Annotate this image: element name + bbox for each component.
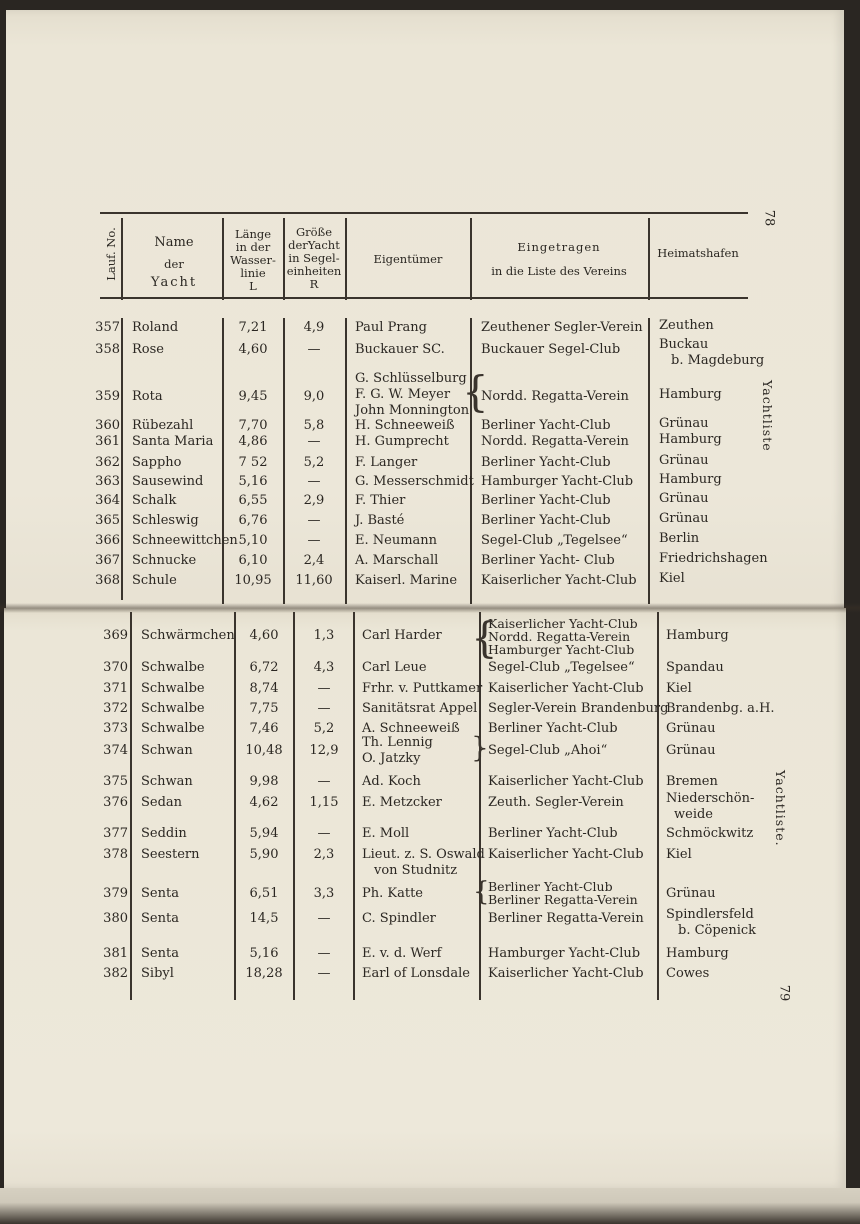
yacht-name: Rübezahl — [132, 418, 194, 433]
yacht-name: Sibyl — [141, 966, 174, 981]
header-eingetragen-sub: in die Liste des Vereins — [491, 264, 627, 278]
row-number: 365 — [95, 513, 120, 528]
waterline-length: 14,5 — [249, 911, 279, 926]
sail-units: — — [317, 911, 331, 926]
sail-units: 2,3 — [313, 847, 335, 862]
owner: Ad. Koch — [362, 774, 421, 789]
registered-club: Kaiserlicher Yacht-Club — [481, 573, 637, 588]
row-number: 359 — [95, 389, 120, 404]
registered-club: Berliner Yacht-Club — [481, 455, 611, 470]
owner-brace: } — [471, 731, 489, 764]
home-port: Zeuthen — [659, 318, 714, 333]
registered-club: Kaiserlicher Yacht-Club — [488, 847, 644, 862]
owner: H. Schneeweiß — [355, 418, 455, 433]
header-column-rule — [121, 218, 123, 300]
column-rule — [479, 612, 481, 1000]
home-port: Hamburg — [659, 387, 722, 402]
owner: E. Neumann — [355, 533, 438, 548]
sail-units: 9,0 — [303, 389, 325, 404]
owner: E. Metzcker — [362, 795, 442, 810]
home-port: Spindlersfeld — [666, 907, 754, 922]
sail-units: 1,15 — [309, 795, 339, 810]
row-number: 357 — [95, 320, 120, 335]
waterline-length: 6,72 — [249, 660, 279, 675]
column-rule — [130, 612, 132, 1000]
registered-club: Berliner Yacht-Club — [481, 493, 611, 508]
home-port: Grünau — [666, 886, 716, 901]
club-brace: { — [473, 877, 490, 907]
home-port: Spandau — [666, 660, 724, 675]
waterline-length: 7,75 — [249, 701, 279, 716]
waterline-length: 7,70 — [238, 418, 268, 433]
sail-units: — — [307, 434, 321, 449]
sail-units: — — [317, 774, 331, 789]
row-number: 369 — [103, 628, 128, 643]
sail-units: 3,3 — [313, 886, 335, 901]
owner: Lieut. z. S. Oswald — [362, 847, 485, 862]
row-number: 362 — [95, 455, 120, 470]
row-number: 361 — [95, 434, 120, 449]
yacht-name: Schwan — [141, 774, 193, 789]
sail-units: 12,9 — [309, 743, 339, 758]
column-rule — [121, 318, 123, 600]
owner: O. Jatzky — [362, 751, 421, 766]
sail-units: — — [307, 474, 321, 489]
yacht-name: Seestern — [141, 847, 200, 862]
row-number: 373 — [103, 721, 128, 736]
sail-units: — — [307, 342, 321, 357]
yacht-name: Schnucke — [132, 553, 197, 568]
sail-units: 4,3 — [313, 660, 335, 675]
row-number: 375 — [103, 774, 128, 789]
owner: John Monnington — [355, 403, 470, 418]
header-groesse: in Segel- — [288, 251, 340, 265]
waterline-length: 5,90 — [249, 847, 279, 862]
yacht-name: Sedan — [141, 795, 183, 810]
yacht-name: Santa Maria — [132, 434, 214, 449]
owner: G. Schlüsselburg — [355, 371, 467, 386]
registered-club: Nordd. Regatta-Verein — [481, 389, 629, 404]
side-label-bottom: Yachtliste. — [773, 770, 788, 847]
sail-units: 11,60 — [295, 573, 333, 588]
column-rule — [648, 318, 650, 604]
home-port: Grünau — [666, 721, 716, 736]
registered-club: Berliner Regatta-Verein — [488, 911, 644, 926]
registered-club: Segler-Verein Brandenburg — [488, 701, 669, 716]
owner: A. Marschall — [355, 553, 439, 568]
sail-units: 5,8 — [303, 418, 325, 433]
registered-club: Berliner Regatta-Verein — [488, 892, 638, 907]
owner: Kaiserl. Marine — [355, 573, 458, 588]
waterline-length: 8,74 — [249, 681, 279, 696]
yacht-name: Roland — [132, 320, 179, 335]
owner: Sanitätsrat Appel — [362, 701, 478, 716]
column-rule — [470, 318, 472, 604]
waterline-length: 6,76 — [238, 513, 268, 528]
yacht-name: Schule — [132, 573, 177, 588]
yacht-name: Schalk — [132, 493, 177, 508]
registered-club: Segel-Club „Tegelsee“ — [481, 533, 628, 548]
row-number: 368 — [95, 573, 120, 588]
registered-club: Nordd. Regatta-Verein — [481, 434, 629, 449]
row-number: 376 — [103, 795, 128, 810]
registered-club: Berliner Yacht-Club — [488, 826, 618, 841]
yacht-name: Sausewind — [132, 474, 204, 489]
row-number: 371 — [103, 681, 128, 696]
home-port: Hamburg — [659, 472, 722, 487]
owner: F. G. W. Meyer — [355, 387, 451, 402]
header-column-rule — [470, 218, 472, 300]
owner: Paul Prang — [355, 320, 427, 335]
row-number: 377 — [103, 826, 128, 841]
row-number: 370 — [103, 660, 128, 675]
home-port: Grünau — [659, 453, 709, 468]
row-number: 378 — [103, 847, 128, 862]
waterline-length: 5,16 — [238, 474, 268, 489]
header-name: Name — [154, 235, 194, 250]
row-number: 380 — [103, 911, 128, 926]
home-port: Berlin — [659, 531, 700, 546]
home-port: Cowes — [666, 966, 710, 981]
page-fold-shadow — [0, 603, 860, 613]
row-number: 363 — [95, 474, 120, 489]
owner-brace: { — [462, 367, 489, 416]
sail-units: — — [317, 701, 331, 716]
waterline-length: 4,60 — [238, 342, 268, 357]
side-label-top: Yachtliste — [760, 380, 775, 452]
row-number: 364 — [95, 493, 120, 508]
home-port: Kiel — [666, 847, 692, 862]
column-rule — [353, 612, 355, 1000]
waterline-length: 7,21 — [238, 320, 268, 335]
registered-club: Kaiserlicher Yacht-Club — [488, 681, 644, 696]
header-top-rule — [100, 212, 748, 214]
home-port: Grünau — [659, 416, 709, 431]
home-port: Grünau — [659, 511, 709, 526]
owner: E. v. d. Werf — [362, 946, 442, 961]
owner: Buckauer SC. — [355, 342, 445, 357]
club-brace: { — [471, 613, 498, 662]
header-laenge: in der — [235, 240, 271, 254]
sail-units: — — [317, 946, 331, 961]
row-number: 366 — [95, 533, 120, 548]
waterline-length: 4,86 — [238, 434, 268, 449]
registered-club: Berliner Yacht-Club — [488, 879, 613, 894]
waterline-length: 5,10 — [238, 533, 268, 548]
home-port: Bremen — [666, 774, 718, 789]
waterline-length: 4,62 — [249, 795, 279, 810]
header-heimatshafen: Heimatshafen — [657, 246, 739, 260]
sail-units: — — [317, 681, 331, 696]
waterline-length: 18,28 — [245, 966, 283, 981]
row-number: 358 — [95, 342, 120, 357]
owner: E. Moll — [362, 826, 410, 841]
registered-club: Zeuthener Segler-Verein — [481, 320, 643, 335]
yacht-name: Schwan — [141, 743, 193, 758]
waterline-length: 10,95 — [234, 573, 272, 588]
home-port: Niederschön- — [666, 791, 755, 806]
owner: H. Gumprecht — [355, 434, 449, 449]
waterline-length: 5,94 — [249, 826, 279, 841]
owner: F. Thier — [355, 493, 406, 508]
yacht-name: Schwalbe — [141, 701, 205, 716]
owner: Carl Harder — [362, 628, 442, 643]
yacht-name: Schwalbe — [141, 681, 205, 696]
registered-club: Berliner Yacht- Club — [481, 553, 615, 568]
owner: Earl of Lonsdale — [362, 966, 470, 981]
owner: Ph. Katte — [362, 886, 423, 901]
registered-club: Buckauer Segel-Club — [481, 342, 621, 357]
owner: A. Schneeweiß — [362, 721, 460, 736]
owner: F. Langer — [355, 455, 418, 470]
page-number-78: 78 — [761, 209, 777, 227]
header-groesse: R — [309, 277, 319, 291]
home-port: weide — [674, 807, 713, 822]
registered-club: Kaiserlicher Yacht-Club — [488, 616, 638, 631]
yacht-name: Schwalbe — [141, 660, 205, 675]
header-laenge: Länge — [234, 227, 272, 241]
yacht-name: Schwärmchen — [141, 628, 235, 643]
yacht-name: Senta — [141, 886, 179, 901]
sail-units: — — [317, 966, 331, 981]
registered-club: Segel-Club „Ahoi“ — [488, 743, 608, 758]
registered-club: Segel-Club „Tegelsee“ — [488, 660, 635, 675]
registered-club: Berliner Yacht-Club — [481, 513, 611, 528]
header-laenge: Wasser- — [230, 253, 276, 267]
header-eigentuemer: Eigentümer — [373, 252, 443, 266]
registered-club: Kaiserlicher Yacht-Club — [488, 774, 644, 789]
home-port: Kiel — [659, 571, 685, 586]
waterline-length: 5,16 — [249, 946, 279, 961]
yacht-name: Senta — [141, 946, 179, 961]
row-number: 382 — [103, 966, 128, 981]
home-port: Grünau — [666, 743, 716, 758]
row-number: 381 — [103, 946, 128, 961]
registered-club: Berliner Yacht-Club — [481, 418, 611, 433]
column-rule — [345, 318, 347, 604]
sail-units: 2,9 — [303, 493, 325, 508]
home-port: Hamburg — [666, 946, 729, 961]
sail-units: 5,2 — [303, 455, 325, 470]
header-eingetragen: Eingetragen — [517, 240, 601, 254]
row-number: 360 — [95, 418, 120, 433]
home-port: Hamburg — [666, 628, 729, 643]
header-groesse: einheiten — [286, 264, 342, 278]
registered-club: Zeuth. Segler-Verein — [488, 795, 624, 810]
home-port: b. Magdeburg — [671, 353, 765, 368]
header-laenge: L — [249, 279, 257, 293]
waterline-length: 6,55 — [238, 493, 268, 508]
book-edge — [0, 1188, 860, 1224]
waterline-length: 4,60 — [249, 628, 279, 643]
yacht-name: Sappho — [132, 455, 182, 470]
waterline-length: 6,10 — [238, 553, 268, 568]
sail-units: 2,4 — [303, 553, 325, 568]
header-lauf-no: Lauf. No. — [103, 227, 118, 281]
header-laenge: linie — [240, 266, 266, 280]
row-number: 379 — [103, 886, 128, 901]
registered-club: Hamburger Yacht-Club — [488, 946, 641, 961]
registered-club: Kaiserlicher Yacht-Club — [488, 966, 644, 981]
home-port: Buckau — [659, 337, 709, 352]
home-port: Schmöckwitz — [666, 826, 754, 841]
header-name-yacht: Yacht — [150, 275, 198, 290]
yacht-name: Schleswig — [132, 513, 199, 528]
waterline-length: 10,48 — [245, 743, 283, 758]
yacht-name: Schneewittchen — [132, 533, 238, 548]
row-number: 367 — [95, 553, 120, 568]
header-groesse: derYacht — [288, 238, 340, 252]
header-groesse: Größe — [295, 225, 333, 239]
waterline-length: 7 52 — [238, 455, 268, 470]
owner: Carl Leue — [362, 660, 427, 675]
yacht-name: Senta — [141, 911, 179, 926]
registered-club: Hamburger Yacht-Club — [481, 474, 634, 489]
yacht-name: Rota — [132, 389, 163, 404]
sail-units: 5,2 — [313, 721, 335, 736]
waterline-length: 7,46 — [249, 721, 279, 736]
sail-units: — — [307, 533, 321, 548]
waterline-length: 6,51 — [249, 886, 279, 901]
page-number-79: 79 — [776, 984, 792, 1002]
yacht-name: Rose — [132, 342, 164, 357]
yacht-name: Schwalbe — [141, 721, 205, 736]
waterline-length: 9,45 — [238, 389, 268, 404]
home-port: Grünau — [659, 491, 709, 506]
sail-units: 1,3 — [313, 628, 335, 643]
registered-club: Nordd. Regatta-Verein — [488, 629, 631, 644]
owner: J. Basté — [355, 513, 405, 528]
owner: Frhr. v. Puttkamer — [362, 681, 483, 696]
header-name-der: der — [164, 257, 184, 271]
row-number: 374 — [103, 743, 128, 758]
waterline-length: 9,98 — [249, 774, 279, 789]
home-port: Kiel — [666, 681, 692, 696]
yacht-name: Seddin — [141, 826, 187, 841]
registered-club: Berliner Yacht-Club — [488, 721, 618, 736]
owner: von Studnitz — [374, 863, 458, 878]
sail-units: — — [307, 513, 321, 528]
home-port: Friedrichshagen — [659, 551, 768, 566]
home-port: b. Cöpenick — [678, 923, 757, 938]
row-number: 372 — [103, 701, 128, 716]
registered-club: Hamburger Yacht-Club — [488, 642, 635, 657]
owner: C. Spindler — [362, 911, 436, 926]
owner: Th. Lennig — [362, 735, 433, 750]
header-bottom-rule — [100, 297, 748, 299]
home-port: Brandenbg. a.H. — [666, 701, 775, 716]
sail-units: — — [317, 826, 331, 841]
home-port: Hamburg — [659, 432, 722, 447]
column-rule — [657, 612, 659, 1000]
sail-units: 4,9 — [303, 320, 325, 335]
owner: G. Messerschmidt — [355, 474, 474, 489]
